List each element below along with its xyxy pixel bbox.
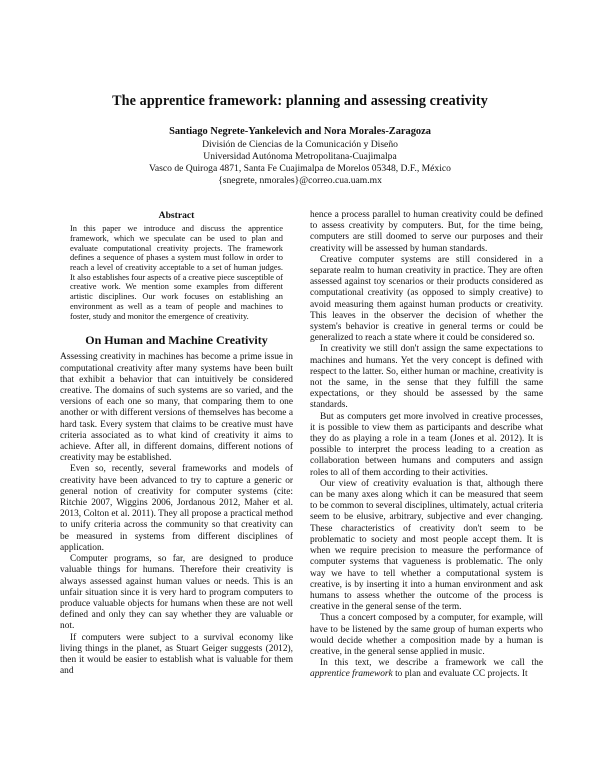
affiliation-address: Vasco de Quiroga 4871, Santa Fe Cuajimalpa de Morelos 05348, D.F., México: [149, 163, 451, 174]
body-paragraph: Computer programs, so far, are designed to produce valuable things for humans. Therefore their creativity is always assessed against human values or needs. This is an unfair situation since it is very hard to program computers to produce valuable objects for humans when these are not well defined and only they can say whether they are valuable or not.: [60, 554, 293, 632]
body-paragraph-last: [310, 658, 543, 680]
section-heading: On Human and Machine Creativity: [85, 333, 268, 348]
body-paragraph: Thus a concert composed by a computer, for example, will have to be listened by the same group of human experts who would decide whether a composition made by a human is creative, in the general sense applied in music.: [310, 613, 543, 657]
affiliation-emails: {snegrete, nmorales}@correo.cua.uam.mx: [218, 175, 382, 186]
paper-title: The apprentice framework: planning and assessing creativity: [112, 93, 488, 109]
body-paragraph: In creativity we still don't assign the same expectations to machines and humans. Yet the very concept is defined with respect to the latter. So, either human or machine, creativity is not the same, in the sense that they fulfill the same expectations, or they should be assessed by the same standards.: [310, 344, 543, 411]
affiliation-university: Universidad Autónoma Metropolitana-Cuajimalpa: [203, 151, 397, 162]
last-para-after: to plan and evaluate CC projects. It: [392, 669, 528, 680]
body-paragraph: hence a process parallel to human creativity could be defined to assess creativity by computers. But, for the time being, computers are still doomed to serve our purposes and their creativity will be assessed by human standards.: [310, 210, 543, 254]
body-paragraph: Our view of creativity evaluation is that, although there can be many axes along which it can be measured that seem to be common to several disciplines, ultimately, actual criteria seem to be elusive, arbitrary, subjective and ever changing. These characteristics of creativity don't seem to be problematic to society and most people accept them. It is when we require precision to measure the performance of computer systems that vagueness is problematic. The only way we have to tell whether a computational system is creative, is by inserting it into a human environment and ask humans to assess whether the outcome of the process is creative in the general sense of the term.: [310, 478, 543, 613]
right-column: [310, 210, 543, 681]
abstract-heading: Abstract: [158, 210, 195, 221]
abstract-text: In this paper we introduce and discuss the apprentice framework, which we speculate can be used to plan and evaluate computational creativity projects. The framework defines a sequence of phases a system must follow in order to reach a level of creativity acceptable to a set of human judges. It also establishes four aspects of a creative piece susceptible of creative work. We mention some examples from different artistic disciplines. Our work focuses on establishing an environment as well as a team of people and machines to foster, study and monitor the emergence of creativity.: [70, 224, 284, 321]
paper-authors: Santiago Negrete-Yankelevich and Nora Morales-Zaragoza: [169, 126, 431, 137]
affiliation-division: División de Ciencias de la Comunicación y Diseño: [202, 139, 398, 150]
last-para-before: In this text, we describe a framework we call the: [320, 658, 543, 669]
body-paragraph: Creative computer systems are still considered in a separate realm to human creativity in practice. They are often assessed against toy scenarios or their products considered as computational creativity (as opposed to simply creative) to avoid measuring them against human products or creativity. This leaves in the observer the decision of whether the system's behavior is creative in general terms or could be generalized to reach a state where it could be considered so.: [310, 254, 543, 344]
body-paragraph: Assessing creativity in machines has become a prime issue in computational creativity after many systems have been built that exhibit a behavior that can intuitively be considered creative. The domains of such systems are so varied, and the versions of each one so many, that comparing them to one another or with different versions of themselves has become a hard task. Every system that claims to be creative must have criteria associated as to what kind of creativity it aims to achieve. After all, in different domains, different notions of creativity may be established.: [60, 352, 293, 464]
body-paragraph: If computers were subject to a survival economy like living things in the planet, as Stuart Geiger suggests (2012), then it would be easier to establish what is valuable for them and: [60, 632, 293, 677]
left-column: [60, 210, 293, 677]
body-paragraph: But as computers get more involved in creative processes, it is possible to view them as participants and describe what they do as playing a role in a team (Jones et al. 2012). It is possible to interpret the process leading to a creation as collaboration between humans and computers and assign roles to all of them according to their activities.: [310, 411, 543, 478]
apprentice-framework-emphasis: apprentice framework: [310, 669, 393, 680]
body-paragraph: Even so, recently, several frameworks and models of creativity have been advanced to try to capture a generic or general notion of creativity for computer systems (cite: Ritchie 2007, Wiggins 2006, Jordanous 2012, Maher et al. 2013, Colton et al. 2011). They all propose a practical method to unify criteria across the community so that creativity can be measured in systems from different disciplines of application.: [60, 464, 293, 553]
